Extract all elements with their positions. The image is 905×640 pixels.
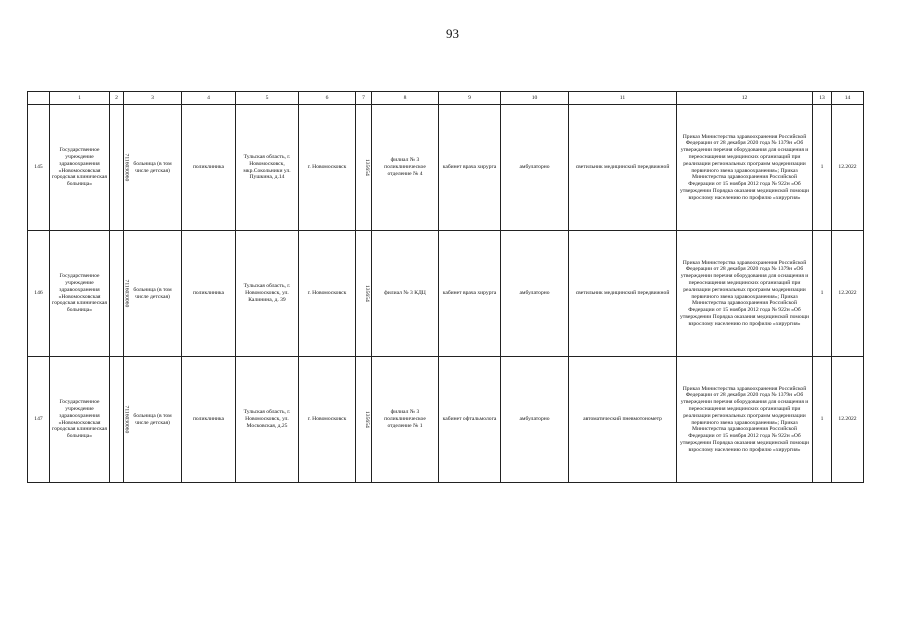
department-cell: филиал № 3 поликлиническое отделение № 4 xyxy=(372,105,439,231)
equipment-cell: светильник медицинский передвижной xyxy=(569,231,677,357)
table-row xyxy=(28,105,864,231)
city-cell: г. Новомосковск xyxy=(299,357,356,483)
equipment-cell: светильник медицинский передвижной xyxy=(569,105,677,231)
document-cell: Приказ Министерства здравоохранения Российской Федерации от 28 декабря 2020 года № 1379н «Об утверждении перечня оборудования для оснащения и переоснащения медицинских организаций при реализации региональных программ модернизации первичного звена здравоохранения»; Приказ Министерства здравоохранения Российской Федерации от 15 ноября 2012 года № 922н «Об утверждении Порядка оказания медицинской помощи взрослому населению по профилю «хирургия» xyxy=(677,231,813,357)
column-number-row xyxy=(28,92,864,105)
row-number: 147 xyxy=(28,357,50,483)
institution-cell: Государственное учреждение здравоохранения «Новомосковская городская клиническая больница» xyxy=(50,357,110,483)
code-cell: 7116030060 xyxy=(110,231,124,357)
unit-cell: поликлиника xyxy=(182,105,236,231)
date-cell: 12.2022 xyxy=(832,231,864,357)
oktmo-cell: 135654 xyxy=(356,231,372,357)
column-header: 14 xyxy=(832,92,864,105)
document-cell: Приказ Министерства здравоохранения Российской Федерации от 28 декабря 2020 года № 1379н «Об утверждении перечня оборудования для оснащения и переоснащения медицинских организаций при реализации региональных программ модернизации первичного звена здравоохранения»; Приказ Министерства здравоохранения Российской Федерации от 15 ноября 2012 года № 922н «Об утверждении Порядка оказания медицинской помощи взрослому населению по профилю «хирургия» xyxy=(677,105,813,231)
row-number: 146 xyxy=(28,231,50,357)
equipment-cell: автоматический пневмотонометр xyxy=(569,357,677,483)
type-cell: больница (в том числе детская) xyxy=(124,231,182,357)
column-header: 4 xyxy=(182,92,236,105)
mode-cell: амбулаторно xyxy=(501,357,569,483)
column-header xyxy=(28,92,50,105)
table-row xyxy=(28,231,864,357)
column-header: 5 xyxy=(236,92,299,105)
row-number: 145 xyxy=(28,105,50,231)
column-header: 13 xyxy=(813,92,832,105)
equipment-registry-table xyxy=(27,91,864,483)
department-cell: филиал № 3 КДЦ xyxy=(372,231,439,357)
column-header: 9 xyxy=(439,92,501,105)
cabinet-cell: кабинет врача хирурга xyxy=(439,105,501,231)
column-header: 1 xyxy=(50,92,110,105)
date-cell: 12.2022 xyxy=(832,357,864,483)
date-cell: 12.2022 xyxy=(832,105,864,231)
address-cell: Тульская область, г. Новомосковск, ул. Московская, д.25 xyxy=(236,357,299,483)
column-header: 3 xyxy=(124,92,182,105)
column-header: 7 xyxy=(356,92,372,105)
city-cell: г. Новомосковск xyxy=(299,105,356,231)
institution-cell: Государственное учреждение здравоохранения «Новомосковская городская клиническая больница» xyxy=(50,231,110,357)
oktmo-cell: 135654 xyxy=(356,357,372,483)
institution-cell: Государственное учреждение здравоохранения «Новомосковская городская клиническая больница» xyxy=(50,105,110,231)
department-cell: филиал № 3 поликлиническое отделение № 1 xyxy=(372,357,439,483)
column-header: 8 xyxy=(372,92,439,105)
cabinet-cell: кабинет офтальмолога xyxy=(439,357,501,483)
address-cell: Тульская область, г. Новомосковск, мкр.Сокольники ул. Пушкина, д.14 xyxy=(236,105,299,231)
mode-cell: амбулаторно xyxy=(501,105,569,231)
type-cell: больница (в том числе детская) xyxy=(124,105,182,231)
city-cell: г. Новомосковск xyxy=(299,231,356,357)
oktmo-cell: 135654 xyxy=(356,105,372,231)
unit-cell: поликлиника xyxy=(182,231,236,357)
column-header: 10 xyxy=(501,92,569,105)
quantity-cell: 1 xyxy=(813,231,832,357)
column-header: 12 xyxy=(677,92,813,105)
code-cell: 7116030060 xyxy=(110,357,124,483)
column-header: 6 xyxy=(299,92,356,105)
column-header: 11 xyxy=(569,92,677,105)
address-cell: Тульская область, г. Новомосковск, ул. Калинина, д. 39 xyxy=(236,231,299,357)
table-row xyxy=(28,357,864,483)
mode-cell: амбулаторно xyxy=(501,231,569,357)
type-cell: больница (в том числе детская) xyxy=(124,357,182,483)
quantity-cell: 1 xyxy=(813,357,832,483)
document-cell: Приказ Министерства здравоохранения Российской Федерации от 28 декабря 2020 года № 1379н «Об утверждении перечня оборудования для оснащения и переоснащения медицинских организаций при реализации региональных программ модернизации первичного звена здравоохранения»; Приказ Министерства здравоохранения Российской Федерации от 15 ноября 2012 года № 922н «Об утверждении Порядка оказания медицинской помощи взрослому населению по профилю «хирургия» xyxy=(677,357,813,483)
page-number: 93 xyxy=(446,26,459,41)
unit-cell: поликлиника xyxy=(182,357,236,483)
quantity-cell: 1 xyxy=(813,105,832,231)
code-cell: 7116030060 xyxy=(110,105,124,231)
column-header: 2 xyxy=(110,92,124,105)
cabinet-cell: кабинет врача хирурга xyxy=(439,231,501,357)
